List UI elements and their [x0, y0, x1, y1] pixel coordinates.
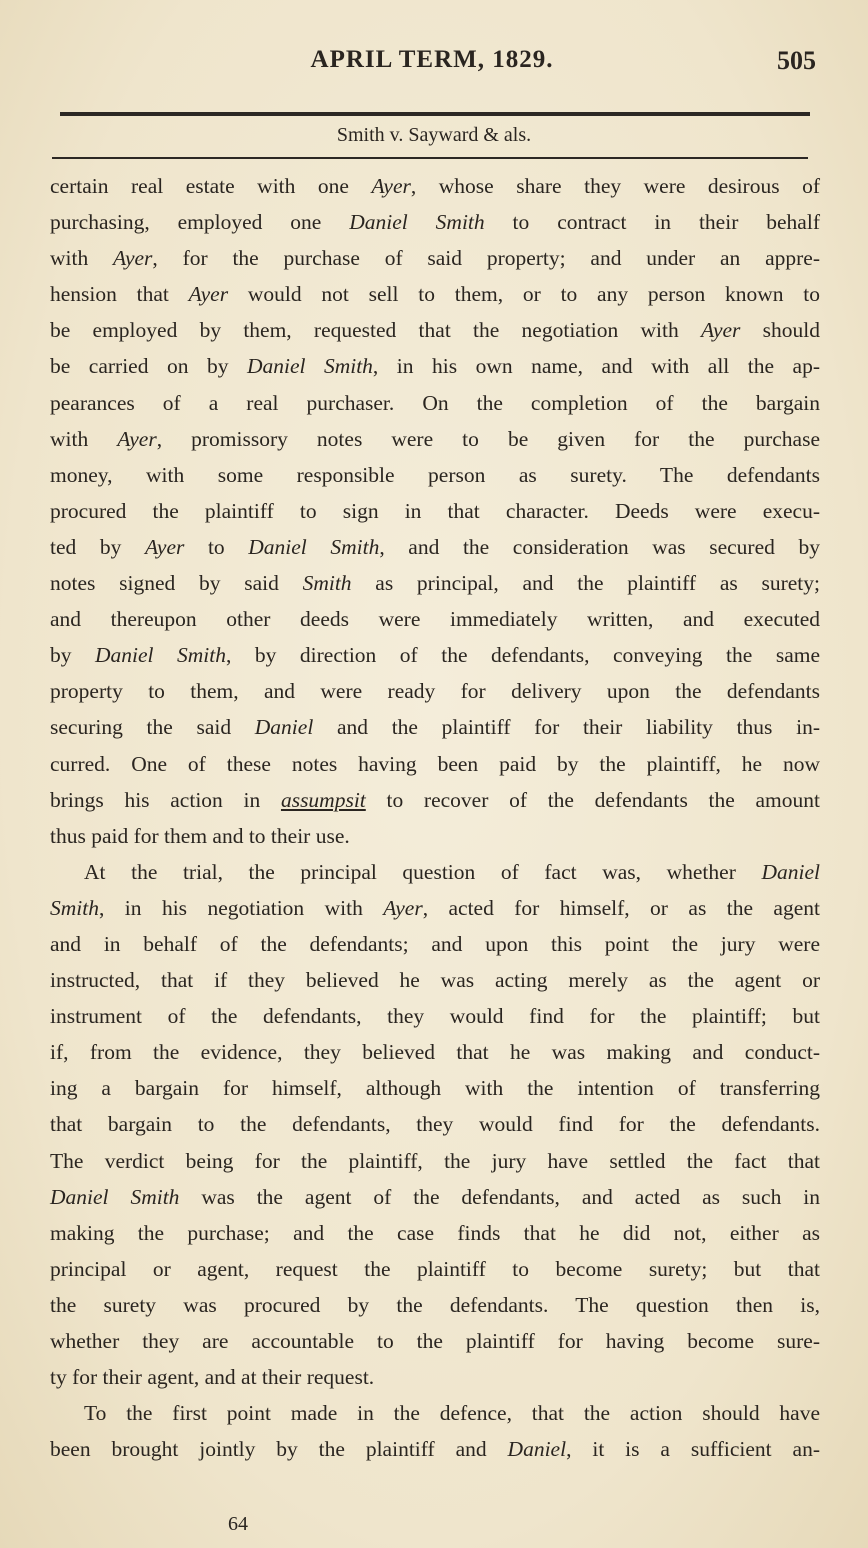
text-line: ted by Ayer to Daniel Smith, and the consideration was secured by	[50, 534, 820, 559]
text-line: ing a bargain for himself, although with the intention of transferring	[50, 1076, 820, 1101]
text-line: The verdict being for the plaintiff, the jury have settled the fact that	[50, 1148, 820, 1173]
text-line: thus paid for them and to their use.	[50, 823, 350, 848]
text-line: hension that Ayer would not sell to them, or to any person known to	[50, 282, 820, 307]
case-title-rule	[52, 157, 808, 159]
text-line: that bargain to the defendants, they would find for the defendants.	[50, 1112, 820, 1137]
header-rule	[60, 112, 810, 116]
text-line: be employed by them, requested that the negotiation with Ayer should	[50, 318, 820, 343]
text-line: principal or agent, request the plaintiff to become surety; but that	[50, 1256, 820, 1281]
text-line: To the first point made in the defence, that the action should have	[84, 1401, 820, 1426]
text-line: brings his action in assumpsit to recover of the defendants the amount	[50, 787, 820, 812]
text-line: by Daniel Smith, by direction of the defendants, conveying the same	[50, 643, 820, 668]
text-line: curred. One of these notes having been paid by the plaintiff, he now	[50, 751, 820, 776]
text-line: securing the said Daniel and the plaintiff for their liability thus in-	[50, 715, 820, 740]
text-line: notes signed by said Smith as principal, and the plaintiff as surety;	[50, 571, 820, 596]
text-line: and thereupon other deeds were immediately written, and executed	[50, 607, 820, 632]
text-line: Daniel Smith was the agent of the defendants, and acted as such in	[50, 1184, 820, 1209]
text-line: At the trial, the principal question of fact was, whether Daniel	[84, 859, 820, 884]
signature-mark: 64	[228, 1513, 248, 1535]
text-line: instructed, that if they believed he was acting merely as the agent or	[50, 968, 820, 993]
text-line: been brought jointly by the plaintiff and Daniel, it is a sufficient an-	[50, 1437, 820, 1462]
text-line: the surety was procured by the defendants. The question then is,	[50, 1292, 820, 1317]
text-line: with Ayer, promissory notes were to be given for the purchase	[50, 426, 820, 451]
text-line: Smith, in his negotiation with Ayer, acted for himself, or as the agent	[50, 895, 820, 920]
text-line: with Ayer, for the purchase of said property; and under an appre-	[50, 246, 820, 271]
text-line: pearances of a real purchaser. On the completion of the bargain	[50, 390, 820, 415]
case-title: Smith v. Sayward & als.	[336, 124, 532, 146]
text-line: money, with some responsible person as surety. The defendants	[50, 462, 820, 487]
text-line: instrument of the defendants, they would find for the plaintiff; but	[50, 1004, 820, 1029]
page-number: 505	[777, 46, 816, 75]
text-line: purchasing, employed one Daniel Smith to contract in their behalf	[50, 210, 820, 235]
body-text	[50, 168, 820, 1467]
running-head: APRIL TERM, 1829.	[310, 46, 554, 73]
text-line: whether they are accountable to the plaintiff for having become sure-	[50, 1329, 820, 1353]
text-line: procured the plaintiff to sign in that character. Deeds were execu-	[50, 498, 820, 523]
text-line: and in behalf of the defendants; and upon this point the jury were	[50, 931, 820, 956]
text-line: making the purchase; and the case finds that he did not, either as	[50, 1220, 820, 1245]
text-line: property to them, and were ready for delivery upon the defendants	[50, 679, 820, 704]
page-header	[48, 46, 816, 86]
text-line: ty for their agent, and at their request.	[50, 1365, 375, 1390]
text-line: certain real estate with one Ayer, whose share they were desirous of	[50, 174, 820, 198]
text-line: if, from the evidence, they believed that he was making and conduct-	[50, 1040, 820, 1065]
text-line: be carried on by Daniel Smith, in his own name, and with all the ap-	[50, 354, 820, 379]
